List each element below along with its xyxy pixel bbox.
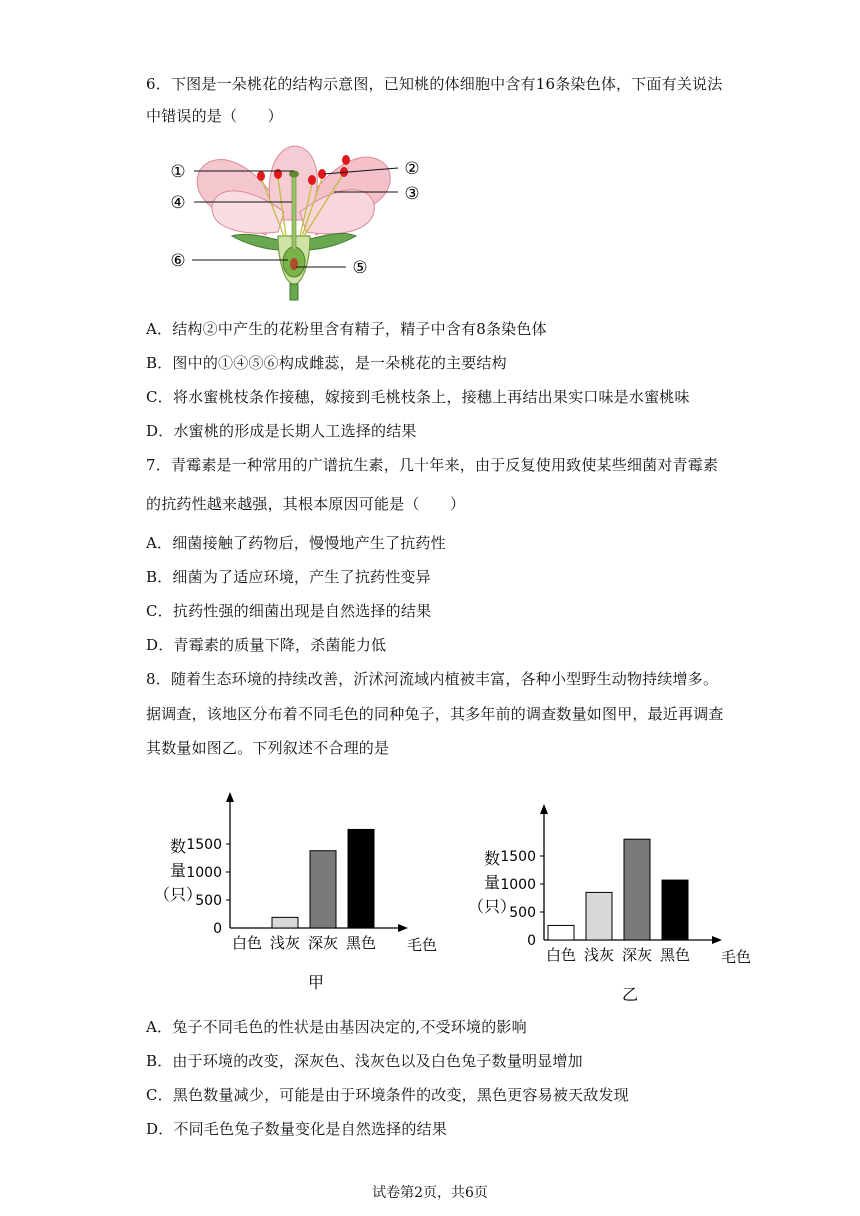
chart-jia-x-arrow (398, 924, 408, 932)
chart-jia-xlabel: 毛色 (406, 936, 438, 954)
flower-label-1: ① (170, 162, 186, 182)
page-footer: 试卷第2页，共6页 (372, 1185, 488, 1201)
chart-yi-bar-3 (662, 880, 688, 940)
peach-flower-diagram (166, 140, 436, 306)
chart-yi-ytick-label: 0 (527, 933, 536, 949)
chart-jia-y-arrow (226, 792, 234, 802)
chart-jia-ylabel-part: 量 (169, 861, 187, 880)
q8-stem-line-2: 据调查，该地区分布着不同毛色的同种兔子，其多年前的调查数量如图甲，最近再调查 (146, 705, 724, 723)
chart-jia-bar-1 (272, 917, 298, 928)
q6-option-b: B．图中的①④⑤⑥构成雌蕊，是一朵桃花的主要结构 (146, 354, 507, 372)
chart-yi-category-label: 黑色 (659, 946, 691, 964)
q6-option-a: A．结构②中产生的花粉里含有精子，精子中含有8条染色体 (146, 320, 547, 338)
bar-chart-yi (467, 798, 764, 1008)
chart-yi-category-label: 深灰 (621, 946, 653, 964)
bar-chart-jia (153, 786, 450, 996)
q6-stem-line-2: 中错误的是（ ） (146, 107, 283, 125)
chart-yi-ylabel-part: （只） (467, 897, 517, 916)
q6-option-c: C．将水蜜桃枝条作接穗，嫁接到毛桃枝条上，接穗上再结出果实口味是水蜜桃味 (146, 388, 690, 406)
chart-jia-ytick-label: 0 (213, 921, 222, 937)
chart-jia-title: 甲 (307, 973, 325, 992)
q8-option-d: D．不同毛色兔子数量变化是自然选择的结果 (146, 1120, 448, 1138)
chart-jia-bar-3 (348, 829, 374, 928)
chart-jia-ylabel-part: （只） (153, 885, 203, 904)
q7-option-a: A．细菌接触了药物后，慢慢地产生了抗药性 (146, 534, 446, 552)
flower-label-6: ⑥ (170, 251, 186, 271)
chart-jia-category-label: 黑色 (345, 934, 377, 952)
q6-option-d: D．水蜜桃的形成是长期人工选择的结果 (146, 422, 417, 440)
chart-jia-ytick-label: 500 (195, 893, 222, 909)
chart-yi-ylabel-part: 数 (483, 849, 501, 868)
flower-label-2: ② (404, 159, 420, 179)
chart-yi-title: 乙 (621, 985, 639, 1004)
flower-label-4: ④ (170, 193, 186, 213)
chart-yi-bar-0 (548, 925, 574, 940)
q8-stem-line-3: 其数量如图乙。下列叙述不合理的是 (146, 739, 390, 757)
q7-stem-line-2: 的抗药性越来越强，其根本原因可能是（ ） (146, 495, 466, 513)
chart-yi-ylabel-part: 量 (483, 873, 501, 892)
q7-option-d: D．青霉素的质量下降，杀菌能力低 (146, 636, 387, 654)
chart-yi-y-arrow (540, 804, 548, 814)
q8-option-c: C．黑色数量减少，可能是由于环境条件的改变，黑色更容易被天敌发现 (146, 1086, 629, 1104)
chart-yi-category-label: 白色 (545, 946, 577, 964)
chart-yi-bar-1 (586, 892, 612, 940)
q7-stem-line-1: 7．青霉素是一种常用的广谱抗生素，几十年来，由于反复使用致使某些细菌对青霉素 (146, 456, 719, 474)
chart-jia-category-label: 白色 (231, 934, 263, 952)
flower-label-3: ③ (404, 184, 420, 204)
chart-yi-xlabel: 毛色 (720, 948, 752, 966)
chart-jia-ylabel-part: 数 (169, 837, 187, 856)
chart-jia-ytick-label: 1500 (186, 837, 222, 853)
chart-jia-ytick-label: 1000 (186, 865, 222, 881)
chart-yi-ytick-label: 1500 (500, 849, 536, 865)
q7-option-b: B．细菌为了适应环境，产生了抗药性变异 (146, 568, 431, 586)
q6-stem-line-1: 6．下图是一朵桃花的结构示意图，已知桃的体细胞中含有16条染色体，下面有关说法 (146, 75, 723, 93)
flower-label-5: ⑤ (352, 258, 368, 278)
chart-yi-category-label: 浅灰 (583, 946, 615, 964)
q7-option-c: C．抗药性强的细菌出现是自然选择的结果 (146, 602, 432, 620)
chart-yi-ytick-label: 500 (509, 905, 536, 921)
chart-yi-ytick-label: 1000 (500, 877, 536, 893)
q8-option-b: B．由于环境的改变，深灰色、浅灰色以及白色兔子数量明显增加 (146, 1052, 583, 1070)
chart-yi-x-arrow (712, 936, 722, 944)
q8-stem-line-1: 8．随着生态环境的持续改善，沂沭河流域内植被丰富，各种小型野生动物持续增多。 (146, 670, 719, 688)
chart-jia-category-label: 深灰 (307, 934, 339, 952)
chart-jia-category-label: 浅灰 (269, 934, 301, 952)
q8-option-a: A．兔子不同毛色的性状是由基因决定的,不受环境的影响 (146, 1018, 527, 1036)
chart-jia-bar-2 (310, 851, 336, 928)
chart-yi-bar-2 (624, 839, 650, 940)
